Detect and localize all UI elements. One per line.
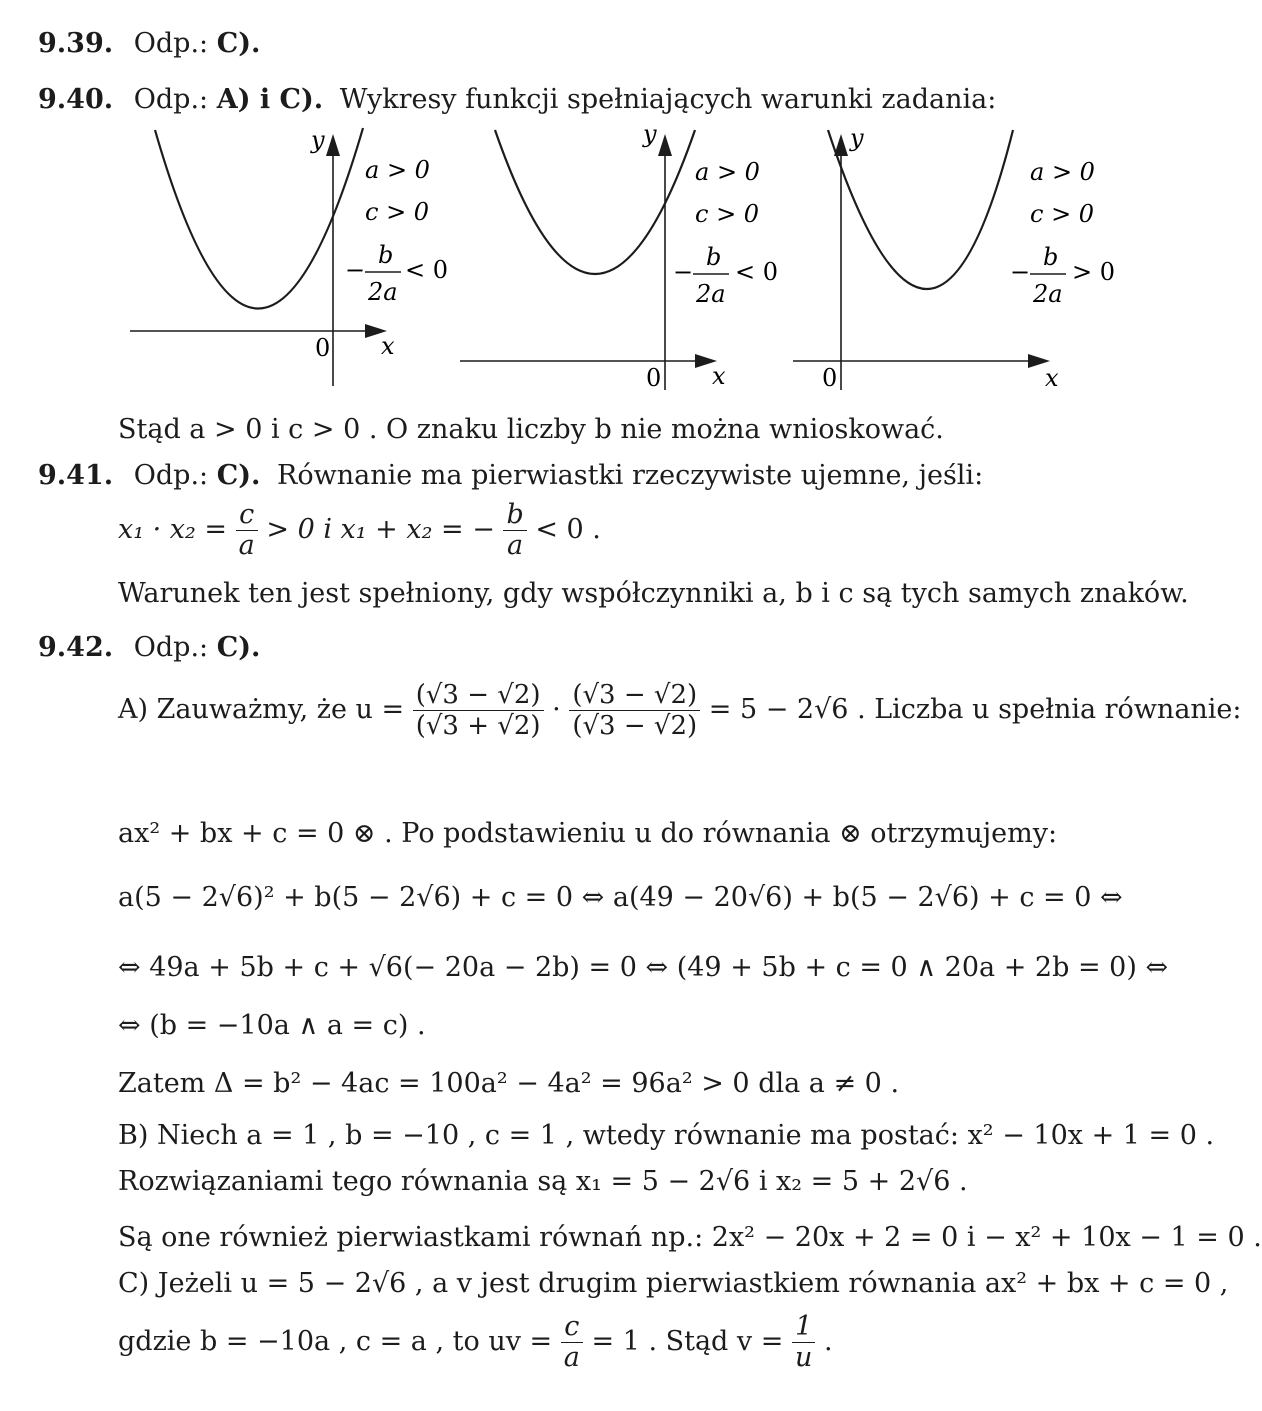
numerator: (√3 − √2): [572, 680, 698, 710]
parabola-graph-3: [788, 118, 1118, 398]
vertex-sign: > 0: [1072, 258, 1116, 286]
denominator: u: [792, 1342, 815, 1373]
formula-part: = 5 − 2√6 . Liczba u spełnia równanie:: [708, 694, 1242, 725]
formula-part: < 0 .: [535, 514, 601, 545]
answer-value: C).: [216, 28, 261, 59]
formula-part: x₁ · x₂ =: [118, 514, 228, 545]
x-label: x: [712, 362, 726, 390]
part-a-formula: [118, 680, 1242, 741]
problem-9-42: [38, 632, 260, 663]
origin-label: 0: [646, 364, 662, 392]
vertex-sign: < 0: [405, 256, 449, 284]
formula-part: A) Zauważmy, że u =: [118, 694, 405, 725]
parabola-graph-2: [455, 118, 790, 398]
condition-c: c > 0: [695, 200, 760, 228]
vertex-sign: < 0: [735, 258, 779, 286]
condition-a: a > 0: [1030, 158, 1095, 186]
y-label: y: [311, 126, 325, 154]
formula-part: = 1 . Stąd v =: [591, 1326, 784, 1357]
problem-9-40: [38, 84, 996, 115]
condition-a: a > 0: [695, 158, 760, 186]
part-b-line-3: Są one również pierwiastkami równań np.: 2x² − 20x + 2 = 0 i − x² + 10x − 1 = 0 .: [118, 1222, 1262, 1253]
part-b-line-2: Rozwiązaniami tego równania są x₁ = 5 − 2√6 i x₂ = 5 + 2√6 .: [118, 1166, 968, 1197]
equation-line-1: ax² + bx + c = 0 ⊗ . Po podstawieniu u do równania ⊗ otrzymujemy:: [118, 818, 1058, 849]
answer-label: Odp.:: [133, 460, 209, 491]
answer-value: C).: [216, 460, 261, 491]
formula-part: .: [823, 1326, 833, 1357]
y-axis-arrow: [326, 134, 340, 156]
fraction-numerator: b: [378, 241, 394, 269]
denominator: a: [561, 1342, 583, 1373]
conclusion-9-40: Stąd a > 0 i c > 0 . O znaku liczby b nie można wnioskować.: [118, 414, 944, 445]
problem-number: 9.41.: [38, 460, 114, 491]
part-c-line-1: C) Jeżeli u = 5 − 2√6 , a v jest drugim pierwiastkiem równania ax² + bx + c = 0 ,: [118, 1268, 1229, 1299]
parabola-graph-1: [125, 118, 455, 398]
formula-part: gdzie b = −10a , c = a , to uv =: [118, 1326, 553, 1357]
answer-label: Odp.:: [133, 28, 209, 59]
answer-label: Odp.:: [133, 632, 209, 663]
formula-part: > 0 i x₁ + x₂ = −: [266, 514, 495, 545]
conclusion-9-41: Warunek ten jest spełniony, gdy współczynniki a, b i c są tych samych znaków.: [118, 578, 1189, 609]
x-label: x: [1045, 364, 1059, 392]
denominator: a: [503, 530, 526, 561]
problem-text: Równanie ma pierwiastki rzeczywiste ujemne, jeśli:: [277, 460, 984, 491]
parabola-curve: [828, 130, 1013, 289]
problem-9-39: [38, 28, 260, 59]
y-axis-arrow: [658, 134, 672, 156]
y-label: y: [850, 124, 864, 152]
part-b-line-1: B) Niech a = 1 , b = −10 , c = 1 , wtedy równanie ma postać: x² − 10x + 1 = 0 .: [118, 1120, 1215, 1151]
multiply-dot: ·: [552, 694, 561, 725]
problem-text: Wykresy funkcji spełniających warunki zadania:: [339, 84, 997, 115]
answer-value: C).: [216, 632, 261, 663]
fraction-numerator: b: [706, 243, 722, 271]
condition-a: a > 0: [365, 156, 430, 184]
equation-line-2: a(5 − 2√6)² + b(5 − 2√6) + c = 0 ⇔ a(49 − 20√6) + b(5 − 2√6) + c = 0 ⇔: [118, 882, 1123, 913]
answer-label: Odp.:: [133, 84, 209, 115]
denominator: a: [236, 530, 258, 561]
fraction-denominator: 2a: [696, 280, 726, 308]
fraction-conjugate-1: [413, 680, 544, 741]
discriminant-line: Zatem Δ = b² − 4ac = 100a² − 4a² = 96a² > 0 dla a ≠ 0 .: [118, 1068, 900, 1099]
minus-sign: −: [345, 256, 366, 284]
answer-value: A) i C).: [216, 84, 324, 115]
minus-sign: −: [673, 258, 694, 286]
y-label: y: [643, 120, 657, 148]
fraction-1-over-u: [792, 1312, 815, 1373]
numerator: c: [239, 499, 255, 530]
y-axis-arrow: [834, 134, 848, 156]
numerator: 1: [795, 1311, 813, 1342]
fraction-c-over-a: [561, 1312, 583, 1373]
condition-c: c > 0: [1030, 200, 1095, 228]
fraction-denominator: 2a: [1033, 280, 1063, 308]
problem-number: 9.40.: [38, 84, 114, 115]
fraction-conjugate-2: [569, 680, 700, 741]
minus-sign: −: [1010, 258, 1031, 286]
fraction-c-over-a: [236, 500, 258, 561]
denominator: (√3 − √2): [569, 710, 700, 741]
fraction-b-over-a: [503, 500, 526, 561]
fraction-numerator: b: [1043, 243, 1059, 271]
equation-line-3: ⇔ 49a + 5b + c + √6(− 20a − 2b) = 0 ⇔ (49 + 5b + c = 0 ∧ 20a + 2b = 0) ⇔: [118, 952, 1169, 983]
numerator: (√3 − √2): [415, 680, 541, 710]
origin-label: 0: [822, 364, 838, 392]
origin-label: 0: [315, 334, 331, 362]
formula-vieta: [118, 500, 601, 561]
denominator: (√3 + √2): [413, 710, 544, 741]
problem-number: 9.39.: [38, 28, 114, 59]
problem-9-41: [38, 460, 983, 491]
condition-c: c > 0: [365, 198, 430, 226]
equation-line-4: ⇔ (b = −10a ∧ a = c) .: [118, 1010, 426, 1041]
problem-number: 9.42.: [38, 632, 114, 663]
part-c-line-2: [118, 1312, 833, 1373]
x-label: x: [381, 332, 395, 360]
numerator: b: [506, 499, 524, 530]
fraction-denominator: 2a: [368, 278, 398, 306]
numerator: c: [564, 1311, 580, 1342]
